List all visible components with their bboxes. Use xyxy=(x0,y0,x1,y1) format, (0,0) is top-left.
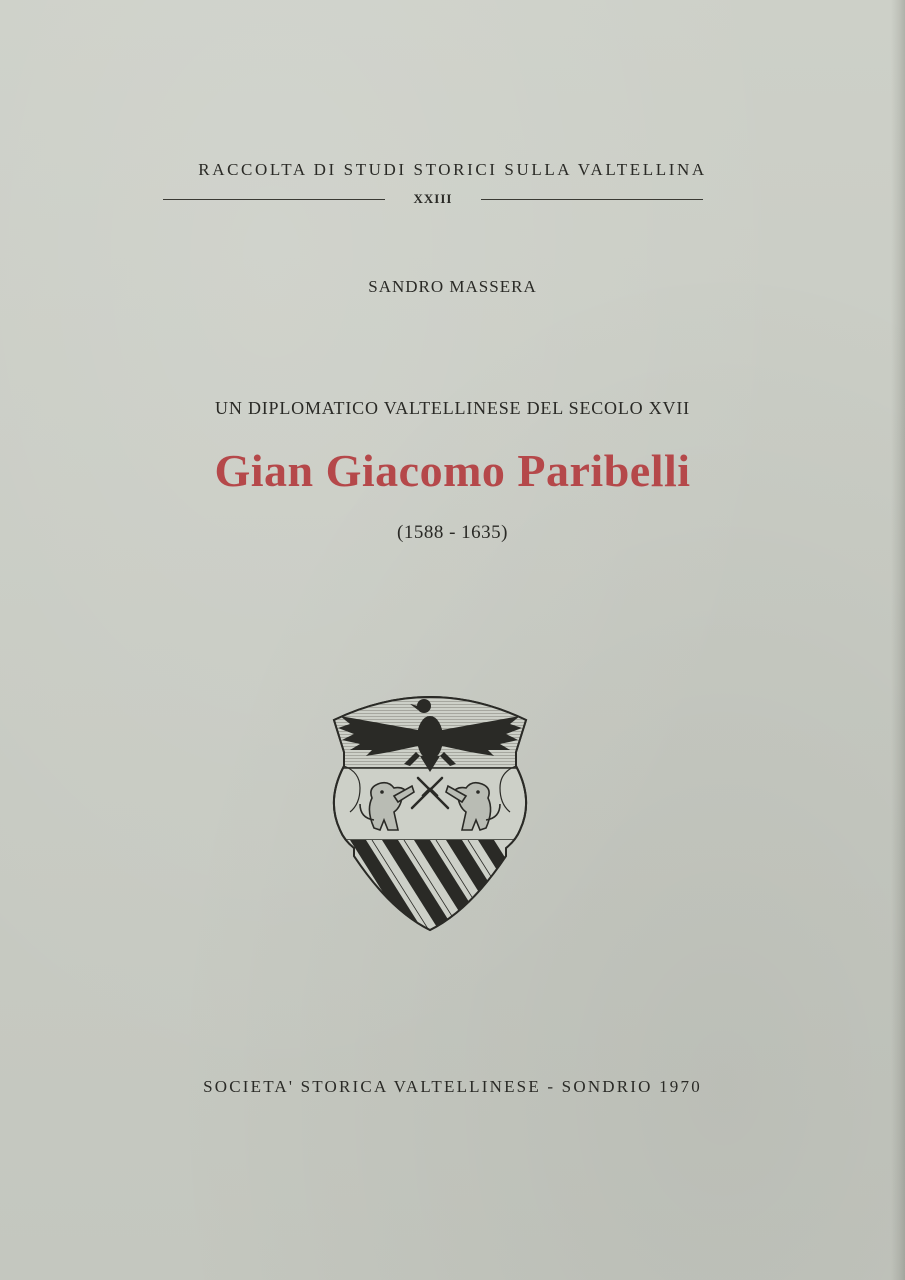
author-name: SANDRO MASSERA xyxy=(368,277,537,296)
series-title: RACCOLTA DI STUDI STORICI SULLA VALTELLINA xyxy=(198,160,707,179)
right-rule xyxy=(481,199,703,200)
coat-of-arms-icon xyxy=(320,680,540,932)
publisher-line: SOCIETA' STORICA VALTELLINESE - SONDRIO 1970 xyxy=(203,1077,702,1096)
volume-row xyxy=(163,189,703,209)
book-subtitle: UN DIPLOMATICO VALTELLINESE DEL SECOLO XVII xyxy=(215,398,690,418)
left-rule xyxy=(163,199,385,200)
book-title: Gian Giacomo Paribelli xyxy=(214,445,691,496)
volume-number: XXIII xyxy=(413,191,453,206)
life-dates: (1588 - 1635) xyxy=(397,522,508,543)
